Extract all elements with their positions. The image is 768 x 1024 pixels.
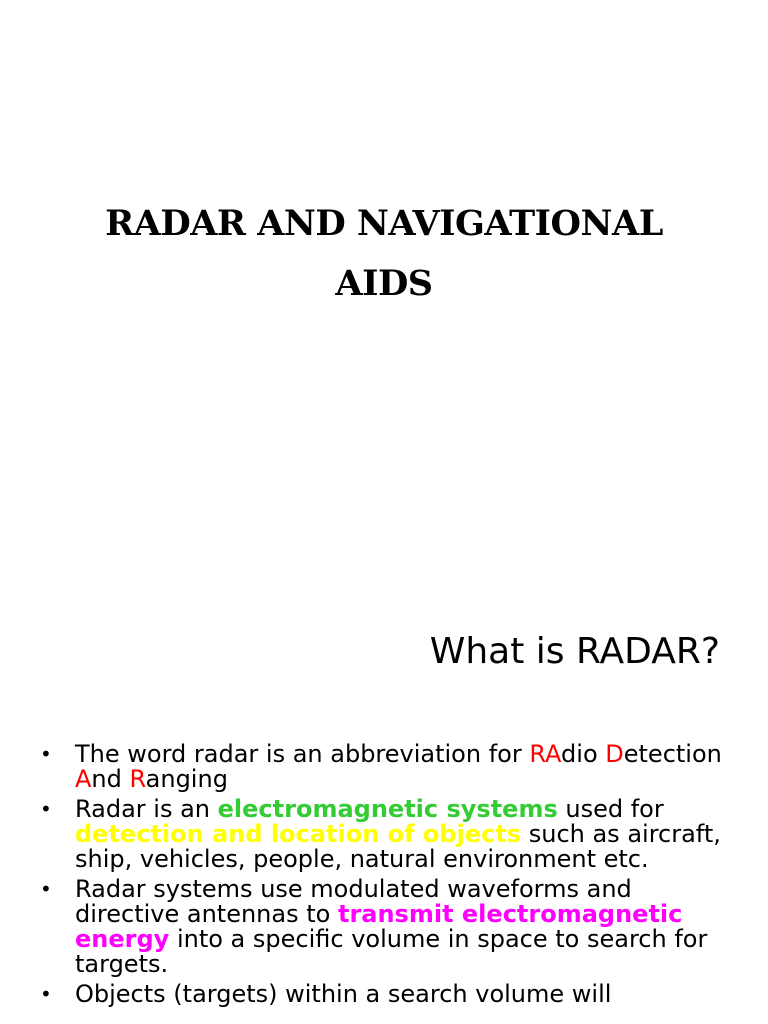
text-run: dio xyxy=(561,740,606,768)
text-run: into a specific volume in space to search for targets. xyxy=(75,925,708,978)
text-run: Objects (targets) within a search volume will xyxy=(75,980,612,1008)
text-run: The word radar is an abbreviation for xyxy=(75,740,530,768)
text-run: Radar systems use modulated waveforms and directive antennas to xyxy=(75,875,632,928)
highlight-yellow: detection and location of objects xyxy=(75,820,522,848)
text-run: such as aircraft, ship, vehicles, people, natural environment etc. xyxy=(75,820,721,873)
acronym-letter: A xyxy=(75,765,92,793)
list-item xyxy=(40,877,740,977)
highlight-green: electromagnetic systems xyxy=(217,795,558,823)
acronym-letter: D xyxy=(605,740,624,768)
text-run: anging xyxy=(145,765,228,793)
text-run: used for xyxy=(557,795,664,823)
bullet-dot-icon: • xyxy=(40,742,52,766)
text-run: nd xyxy=(91,765,130,793)
title-line-2: AIDS xyxy=(335,263,433,304)
acronym-letter: RA xyxy=(529,740,562,768)
bullet-dot-icon: • xyxy=(40,797,52,821)
highlight-magenta: transmit electromagnetic energy xyxy=(75,900,683,953)
text-run: Radar is an xyxy=(75,795,218,823)
slide-title xyxy=(0,194,768,314)
list-item xyxy=(40,982,740,1007)
title-line-1: RADAR AND NAVIGATIONAL xyxy=(105,203,663,244)
text-run: etection xyxy=(623,740,722,768)
bullet-dot-icon: • xyxy=(40,982,52,1006)
bullet-list xyxy=(40,742,740,1012)
bullet-dot-icon: • xyxy=(40,877,52,901)
section-heading: What is RADAR? xyxy=(429,631,720,672)
list-item xyxy=(40,742,740,792)
acronym-letter: R xyxy=(129,765,146,793)
list-item xyxy=(40,797,740,872)
